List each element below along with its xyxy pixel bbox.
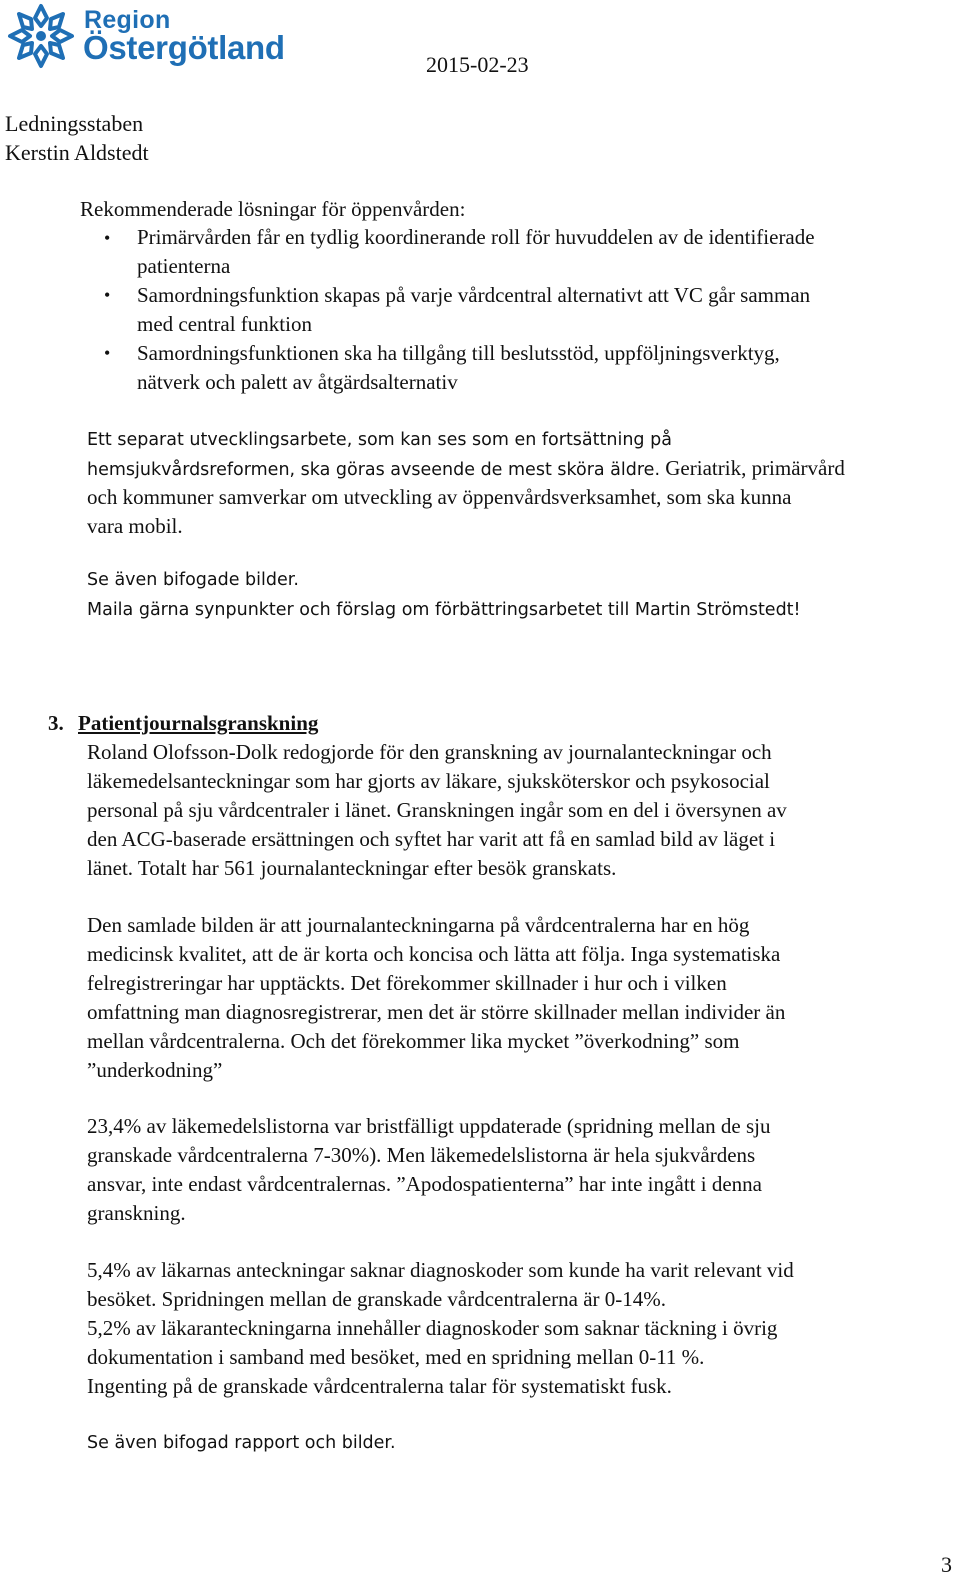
section-number: 3.: [48, 711, 64, 735]
page-number: 3: [941, 1552, 952, 1577]
logo-text-ostergotland: Östergötland: [83, 29, 285, 66]
bullet-icon: •: [104, 285, 111, 305]
medication-list-paragraph-line: 23,4% av läkemedelslistorna var bristfälligt uppdaterade (spridning mellan de sju: [87, 1114, 771, 1138]
review-paragraph-line: länet. Totalt har 561 journalanteckningar efter besök granskats.: [87, 856, 617, 880]
findings-paragraph-line: medicinsk kvalitet, att de är korta och koncisa och lätta att följa. Inga systematiska: [87, 942, 781, 966]
development-paragraph-line: Ett separat utvecklingsarbete, som kan ses som en fortsättning på: [87, 430, 672, 450]
bullet-3-line-2: nätverk och palett av åtgärdsalternativ: [137, 370, 458, 394]
review-paragraph-line: Roland Olofsson-Dolk redogjorde för den granskning av journalanteckningar och: [87, 740, 772, 764]
bullet-icon: •: [104, 228, 111, 248]
findings-paragraph-line: omfattning man diagnosregistrerar, men det är större skillnader mellan individer än: [87, 1000, 786, 1024]
region-logo: [4, 2, 304, 70]
development-paragraph-segment: hemsjukvårdsreformen, ska göras avseende de mest sköra äldre.: [87, 460, 661, 480]
review-paragraph-line: läkemedelsanteckningar som har gjorts av läkare, sjuksköterskor och psykosocial: [87, 769, 770, 793]
feedback-request: Maila gärna synpunkter och förslag om förbättringsarbetet till Martin Strömstedt!: [87, 600, 801, 620]
bullet-3-line-1: Samordningsfunktionen ska ha tillgång till beslutsstöd, uppföljningsverktyg,: [137, 341, 780, 365]
review-paragraph-line: personal på sju vårdcentraler i länet. Granskningen ingår som en del i översynen av: [87, 798, 787, 822]
logo-text-region: Region: [84, 6, 171, 34]
sender-block: [5, 109, 149, 167]
findings-paragraph-line: ”underkodning”: [87, 1058, 223, 1082]
bullet-icon: •: [104, 343, 111, 363]
findings-paragraph-line: Den samlade bilden är att journalanteckningarna på vårdcentralerna har en hög: [87, 913, 750, 937]
development-paragraph-line: och kommuner samverkar om utveckling av öppenvårdsverksamhet, som ska kunna: [87, 485, 792, 509]
document-date: 2015-02-23: [426, 52, 529, 77]
development-paragraph-line: vara mobil.: [87, 514, 183, 538]
section-title: Patientjournalsgranskning: [78, 711, 319, 735]
department: Ledningsstaben: [5, 111, 144, 136]
snowflake-logo-icon: [4, 2, 78, 70]
findings-paragraph-line: mellan vårdcentralerna. Och det förekommer lika mycket ”överkodning” som: [87, 1029, 740, 1053]
diagnosis-code-paragraph-line: besöket. Spridningen mellan de granskade vårdcentralerna är 0-14%.: [87, 1287, 667, 1311]
development-paragraph-segment: Geriatrik, primärvård: [660, 456, 845, 480]
review-paragraph-line: den ACG-baserade ersättningen och syftet har varit att få en samlad bild av läget i: [87, 827, 776, 851]
bullet-1-line-2: patienterna: [137, 254, 231, 278]
diagnosis-code-paragraph-line: Ingenting på de granskade vårdcentralerna talar för systematiskt fusk.: [87, 1374, 672, 1398]
medication-list-paragraph-line: granskade vårdcentralerna 7-30%). Men läkemedelslistorna är hela sjukvårdens: [87, 1143, 756, 1167]
medication-list-paragraph-line: ansvar, inte endast vårdcentralernas. ”Apodospatienterna” har inte ingått i denna: [87, 1172, 762, 1196]
diagnosis-code-paragraph-line: dokumentation i samband med besöket, med en spridning mellan 0-11 %.: [87, 1345, 705, 1369]
bullet-1-line-1: Primärvården får en tydlig koordinerande roll för huvuddelen av de identifierade: [137, 225, 815, 249]
author: Kerstin Aldstedt: [5, 140, 149, 165]
bullet-2-line-2: med central funktion: [137, 312, 312, 336]
diagnosis-code-paragraph-line: 5,4% av läkarnas anteckningar saknar diagnoskoder som kunde ha varit relevant vid: [87, 1258, 794, 1282]
see-attached-report: Se även bifogad rapport och bilder.: [87, 1433, 396, 1453]
recommendations-heading: Rekommenderade lösningar för öppenvården:: [80, 197, 466, 221]
bullet-2-line-1: Samordningsfunktion skapas på varje vårdcentral alternativt att VC går samman: [137, 283, 811, 307]
see-attached-images: Se även bifogade bilder.: [87, 570, 299, 590]
development-paragraph-line: [87, 454, 845, 485]
diagnosis-code-paragraph-line: 5,2% av läkaranteckningarna innehåller diagnoskoder som saknar täckning i övrig: [87, 1316, 778, 1340]
findings-paragraph-line: felregistreringar har upptäckts. Det förekommer skillnader i hur och i vilken: [87, 971, 727, 995]
medication-list-paragraph-line: granskning.: [87, 1201, 186, 1225]
